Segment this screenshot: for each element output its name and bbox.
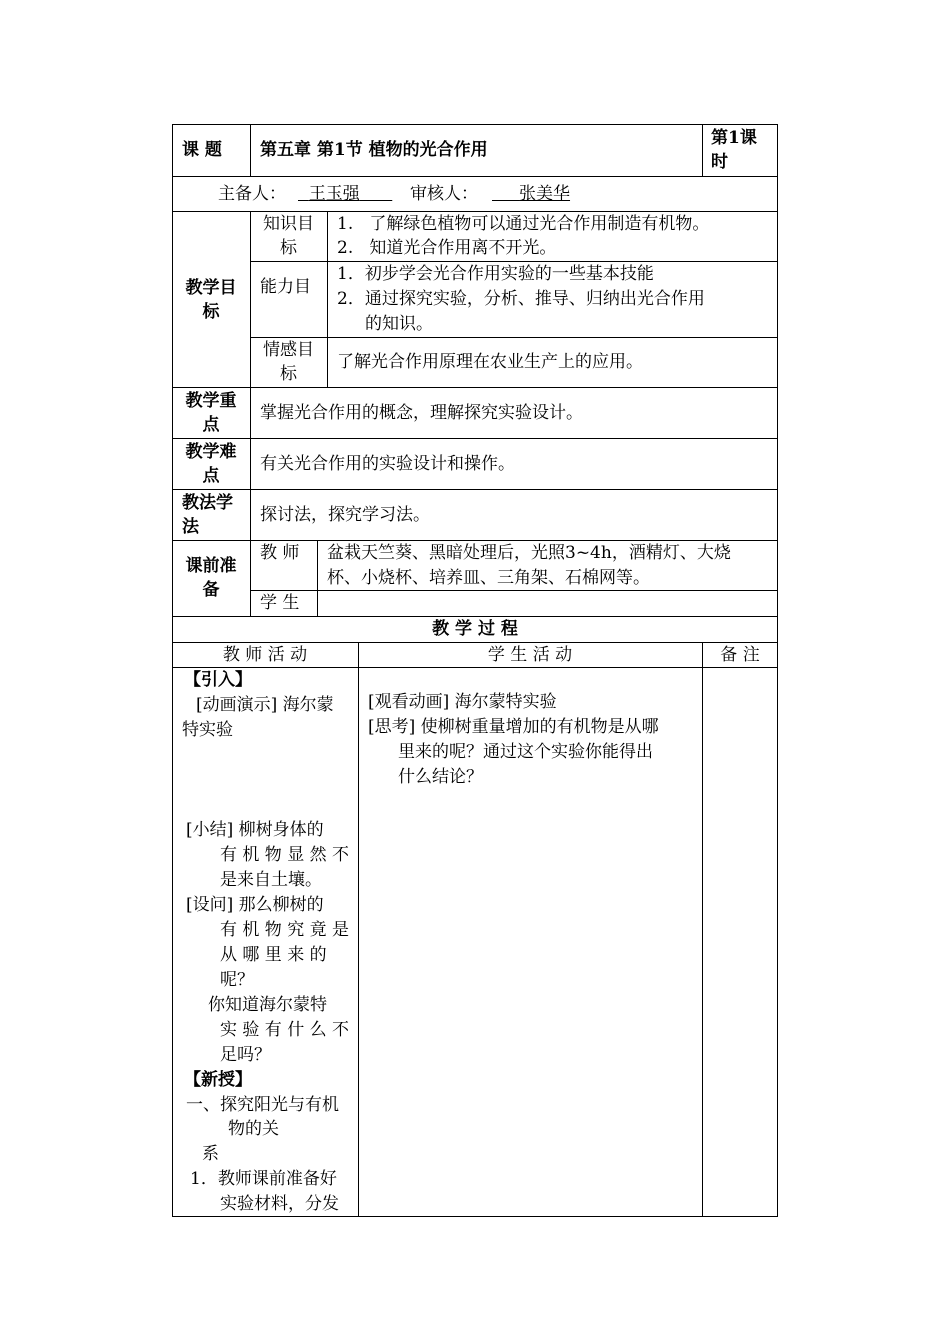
section-heading: 【引入】 — [184, 670, 252, 690]
objectives-label-cont: 标 — [202, 302, 220, 322]
objectives-label: 教学目 — [185, 278, 237, 298]
ability-item: 1．初步学会光合作用实验的一些基本技能 — [337, 264, 654, 284]
key-points-label: 教学重 — [185, 391, 237, 411]
topic-value: 第五章 第1节 植物的光合作用 — [260, 140, 488, 160]
teacher-step: 一、探究阳光与有机 — [186, 1095, 339, 1115]
preparation-label: 课前准 — [185, 556, 237, 576]
methods-label: 教法学 — [182, 493, 233, 513]
student-step-cont: 什么结论？ — [398, 767, 483, 787]
period-label-cont: 时 — [711, 152, 728, 172]
ability-label: 能力目 — [260, 277, 311, 297]
teacher-step-cont: 呢？ — [220, 970, 254, 990]
teacher-step-cont: 实验材料，分发 — [220, 1194, 339, 1214]
topic-label: 课 题 — [182, 140, 222, 160]
teacher-step: 1．教师课前准备好 — [190, 1169, 337, 1189]
ability-item: 2．通过探究实验，分析、推导、归纳出光合作用 — [337, 289, 705, 309]
emotion-label-cont: 标 — [280, 364, 297, 384]
student-step: [思考] 使柳树重量增加的有机物是从哪 — [368, 717, 659, 737]
ability-item-cont: 的知识。 — [365, 314, 433, 334]
reviewer-name: 张美华 — [519, 184, 571, 204]
teacher-step: 你知道海尔蒙特 — [208, 995, 327, 1015]
knowledge-label-cont: 标 — [280, 238, 297, 258]
difficulties-text: 有关光合作用的实验设计和操作。 — [260, 454, 515, 474]
student-step: [观看动画] 海尔蒙特实验 — [368, 692, 557, 712]
student-prep-label: 学 生 — [260, 593, 300, 613]
teacher-step-cont: 从 哪 里 来 的 — [220, 945, 327, 965]
teacher-step-cont: 有 机 物 究 竟 是 — [220, 920, 350, 940]
teacher-step: [设问] 那么柳树的 — [186, 895, 324, 915]
col-teacher-activity: 教 师 活 动 — [222, 645, 308, 665]
reviewer-label: 审核人： — [410, 184, 478, 204]
difficulties-label: 教学难 — [185, 442, 237, 462]
col-notes: 备 注 — [720, 645, 760, 665]
difficulties-label-cont: 点 — [202, 466, 220, 486]
student-step-cont: 里来的呢？通过这个实验你能得出 — [398, 742, 653, 762]
teacher-step-cont: 是来自土壤。 — [220, 870, 322, 890]
teacher-step-cont: 有 机 物 显 然 不 — [220, 845, 350, 865]
methods-label-cont: 法 — [182, 517, 199, 537]
teacher-step-cont: 系 — [202, 1144, 219, 1164]
teacher-step-cont: 实 验 有 什 么 不 — [220, 1020, 350, 1040]
teacher-prep-text: 盆栽天竺葵、黑暗处理后，光照3~4h，酒精灯、大烧 — [327, 543, 731, 563]
emotion-text: 了解光合作用原理在农业生产上的应用。 — [337, 352, 643, 372]
teacher-step-cont: 足吗？ — [220, 1045, 271, 1065]
knowledge-item: 1. 了解绿色植物可以通过光合作用制造有机物。 — [337, 214, 710, 234]
period-label: 第1课 — [711, 128, 757, 148]
teacher-step-cont: 物的关 — [228, 1119, 279, 1139]
knowledge-item: 2. 知道光合作用离不开光。 — [337, 238, 557, 258]
section-heading: 【新授】 — [184, 1070, 252, 1090]
preparation-label-cont: 备 — [202, 580, 220, 600]
teacher-step: [动画演示] 海尔蒙 — [196, 695, 334, 715]
knowledge-label: 知识目 — [263, 214, 314, 234]
methods-text: 探讨法，探究学习法。 — [260, 505, 430, 525]
main-preparer-label: 主备人： — [218, 184, 286, 204]
key-points-text: 掌握光合作用的概念，理解探究实验设计。 — [260, 403, 583, 423]
key-points-label-cont: 点 — [202, 415, 220, 435]
emotion-label: 情感目 — [263, 340, 314, 360]
teacher-prep-label: 教 师 — [260, 543, 300, 563]
teacher-step: [小结] 柳树身体的 — [186, 820, 324, 840]
process-title: 教 学 过 程 — [432, 619, 518, 639]
teacher-prep-text-cont: 杯、小烧杯、培养皿、三角架、石棉网等。 — [327, 568, 650, 588]
col-student-activity: 学 生 活 动 — [487, 645, 573, 665]
main-preparer-name: 王玉强 — [308, 184, 360, 204]
teacher-step-cont: 特实验 — [182, 720, 233, 740]
